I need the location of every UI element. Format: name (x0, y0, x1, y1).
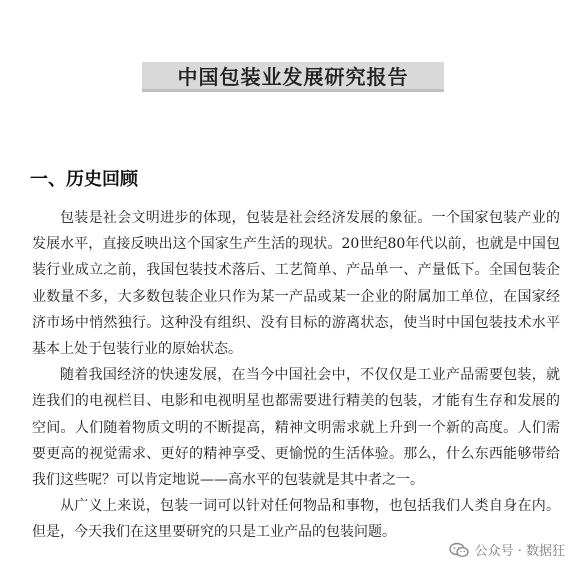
paragraph: 从广义上来说，包装一词可以针对任何物品和事物，也包括我们人类自身在内。但是，今天我们在这里要研究的只是工业产品的包装问题。 (32, 498, 560, 541)
paragraph: 随着我国经济的快速发展，在当今中国社会中，不仅仅是工业产品需要包装，就连我们的电视栏目、电影和电视明星也都需要进行精美的包装，才能有生存和发展的空间。人们随着物质文明的不断提高，精神文明需求就上升到一个新的高度。人们需要更高的视觉需求、更好的精神享受、更愉悦的生活体验。那么，什么东西能够带给我们这些呢？可以肯定地说——高水平的包装就是其中者之一。 (32, 367, 560, 489)
section-heading: 一、历史回顾 (30, 169, 138, 190)
source-label: 公众号 · 数据狂 (474, 544, 565, 559)
paragraph: 包装是社会文明进步的体现，包装是社会经济发展的象征。一个国家包装产业的发展水平，直接反映出这个国家生产生活的现状。20世纪80年代以前，也就是中国包装行业成立之前，我国包装技术落后、工艺简单、产品单一、产量低下。全国包装企业数量不多，大多数包装企业只作为某一产品或某一企业的附属加工单位，在国家经济市场中悄然独行。这种没有组织、没有目标的游离状态，使当时中国包装技术水平基本上处于包装行业的原始状态。 (32, 210, 560, 358)
body-text (32, 205, 560, 546)
source-badge (449, 540, 565, 559)
wechat-icon (449, 542, 469, 558)
page-title: 中国包装业发展研究报告 (177, 65, 409, 89)
